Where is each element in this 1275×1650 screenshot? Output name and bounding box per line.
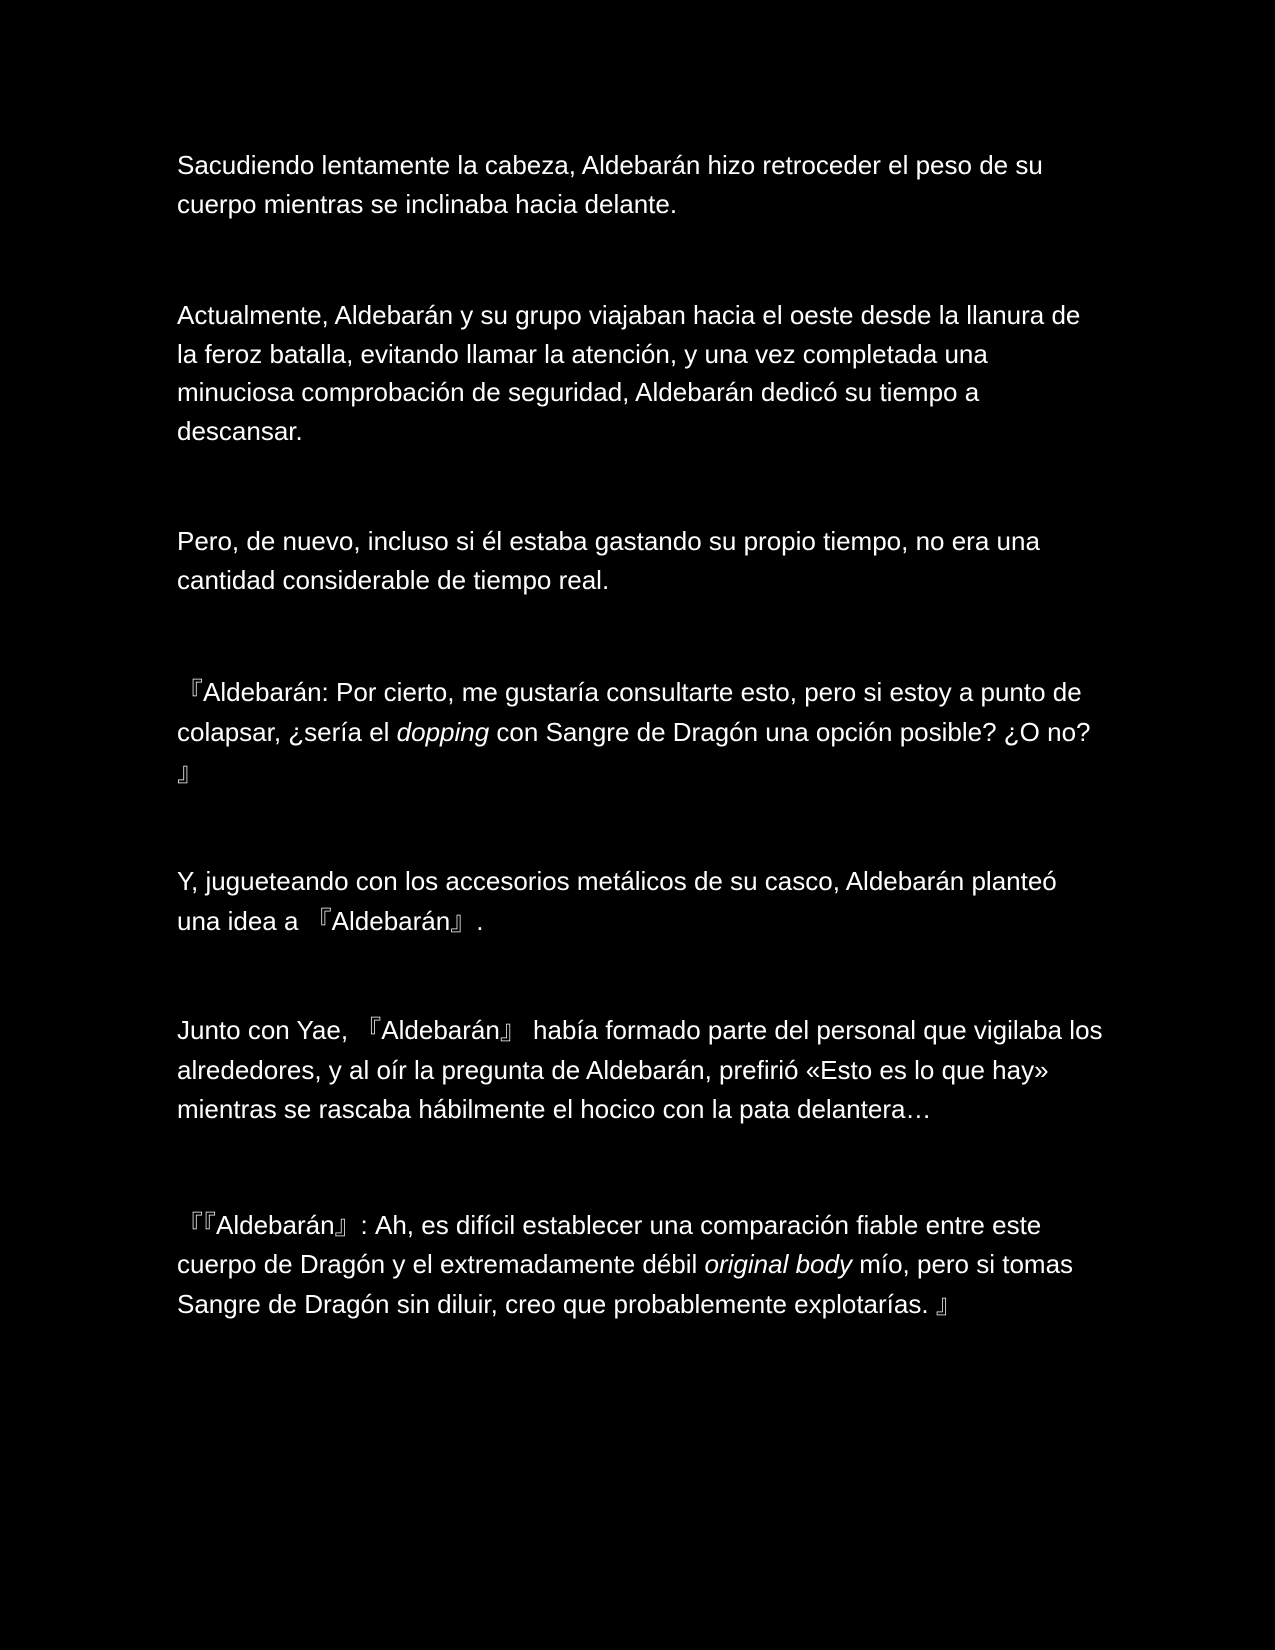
dialogue-aldebaran	[177, 672, 1107, 792]
paragraph-6-text: Junto con Yae, 『Aldebarán』 había formado parte del personal que vigilaba los alrededores, y al oír la pregunta de Aldebarán, prefirió «Esto es lo que hay» mientras se rascaba hábilmente el hocico con la pata delantera…	[177, 1015, 1103, 1124]
paragraph-1-text: Sacudiendo lentamente la cabeza, Aldebarán hizo retroceder el peso de su cuerpo mientras se inclinaba hacia delante.	[177, 150, 1043, 219]
paragraph-3-text: Pero, de nuevo, incluso si él estaba gastando su propio tiempo, no era una cantidad considerable de tiempo real.	[177, 526, 1040, 595]
dialogue-dragon-italic: original body	[704, 1249, 852, 1279]
paragraph-6	[177, 1011, 1107, 1130]
dialogue-aldebaran-after: con Sangre de Dragón una opción posible? ¿O no? 』	[177, 717, 1091, 787]
paragraph-3	[177, 522, 1107, 599]
dialogue-aldebaran-italic: dopping	[396, 717, 490, 747]
dialogue-aldebaran-before: 『Aldebarán: Por cierto, me gustaría consultarte esto, pero si estoy a punto de colapsar, ¿sería el	[177, 677, 1082, 747]
dialogue-dragon-after: mío, pero si tomas Sangre de Dragón sin diluir, creo que probablemente explotarías. 』	[177, 1249, 1074, 1319]
paragraph-2	[177, 296, 1107, 450]
paragraph-1	[177, 146, 1107, 223]
dialogue-dragon-before: 『『Aldebarán』: Ah, es difícil establecer una comparación fiable entre este cuerpo de Dragón y el extremadamente débil	[177, 1209, 1042, 1279]
document-page	[177, 140, 1107, 1324]
paragraph-5	[177, 861, 1107, 941]
paragraph-5-text: Y, jugueteando con los accesorios metálicos de su casco, Aldebarán planteó una idea a 『Aldebarán』.	[177, 866, 1057, 936]
dialogue-dragon-aldebaran	[177, 1206, 1107, 1325]
paragraph-2-text: Actualmente, Aldebarán y su grupo viajaban hacia el oeste desde la llanura de la feroz batalla, evitando llamar la atención, y una vez completada una minuciosa comprobación de seguridad, Aldebarán dedicó su tiempo a descansar.	[177, 300, 1081, 446]
